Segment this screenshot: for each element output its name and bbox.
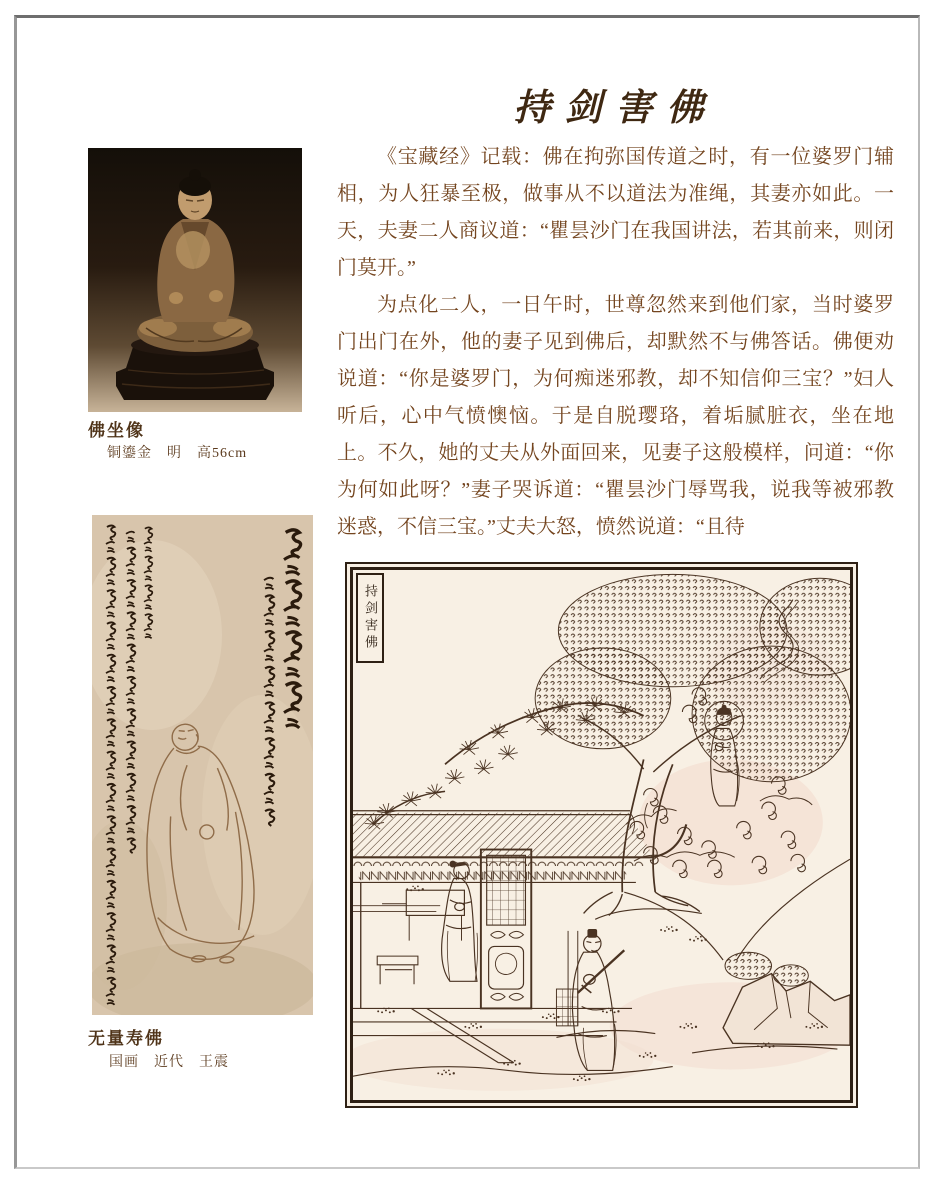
- paragraph-1: 《宝藏经》记载：佛在拘弥国传道之时，有一位婆罗门辅相，为人狂暴至极，做事从不以道法为准绳，其妻亦如此。一天，夫妻二人商议道：“瞿昙沙门在我国讲法，若其前来，则闭门莫开。”: [337, 146, 894, 279]
- paragraph-2: 为点化二人，一日午时，世尊忽然来到他们家，当时婆罗门出门在外，他的妻子见到佛后，却默然不与佛答话。佛便劝说道：“你是婆罗门，为何痴迷邪教，却不知信仰三宝？”妇人听后，心中气愤懊恼。于是自脱璎珞，着垢腻脏衣，坐在地上。不久，她的丈夫从外面回来，见妻子这般模样，问道：“你为何如此呀？”妻子哭诉道：“瞿昙沙门辱骂我，说我等被邪教迷惑，不信三宝。”丈夫大怒，愤然说道：“且待: [337, 294, 894, 538]
- woodcut-image: [353, 570, 850, 1100]
- statue-details: 铜鎏金 明 高56cm: [107, 446, 248, 461]
- page-title: 持剑害佛: [513, 87, 718, 129]
- woodcut-illustration: [345, 562, 858, 1108]
- statue-photo-image: [88, 148, 302, 412]
- woodcut-border: [350, 567, 853, 1103]
- woodcut-title-label: 持剑害佛: [356, 573, 384, 663]
- statue-caption: 佛坐像: [88, 421, 145, 440]
- painting-details: 国画 近代 王震: [109, 1055, 229, 1070]
- scroll-painting-image: [92, 515, 313, 1015]
- statue-photo: [88, 148, 302, 412]
- article-text: [337, 139, 894, 546]
- painting-caption: 无量寿佛: [88, 1029, 164, 1048]
- scroll-painting: [92, 515, 313, 1015]
